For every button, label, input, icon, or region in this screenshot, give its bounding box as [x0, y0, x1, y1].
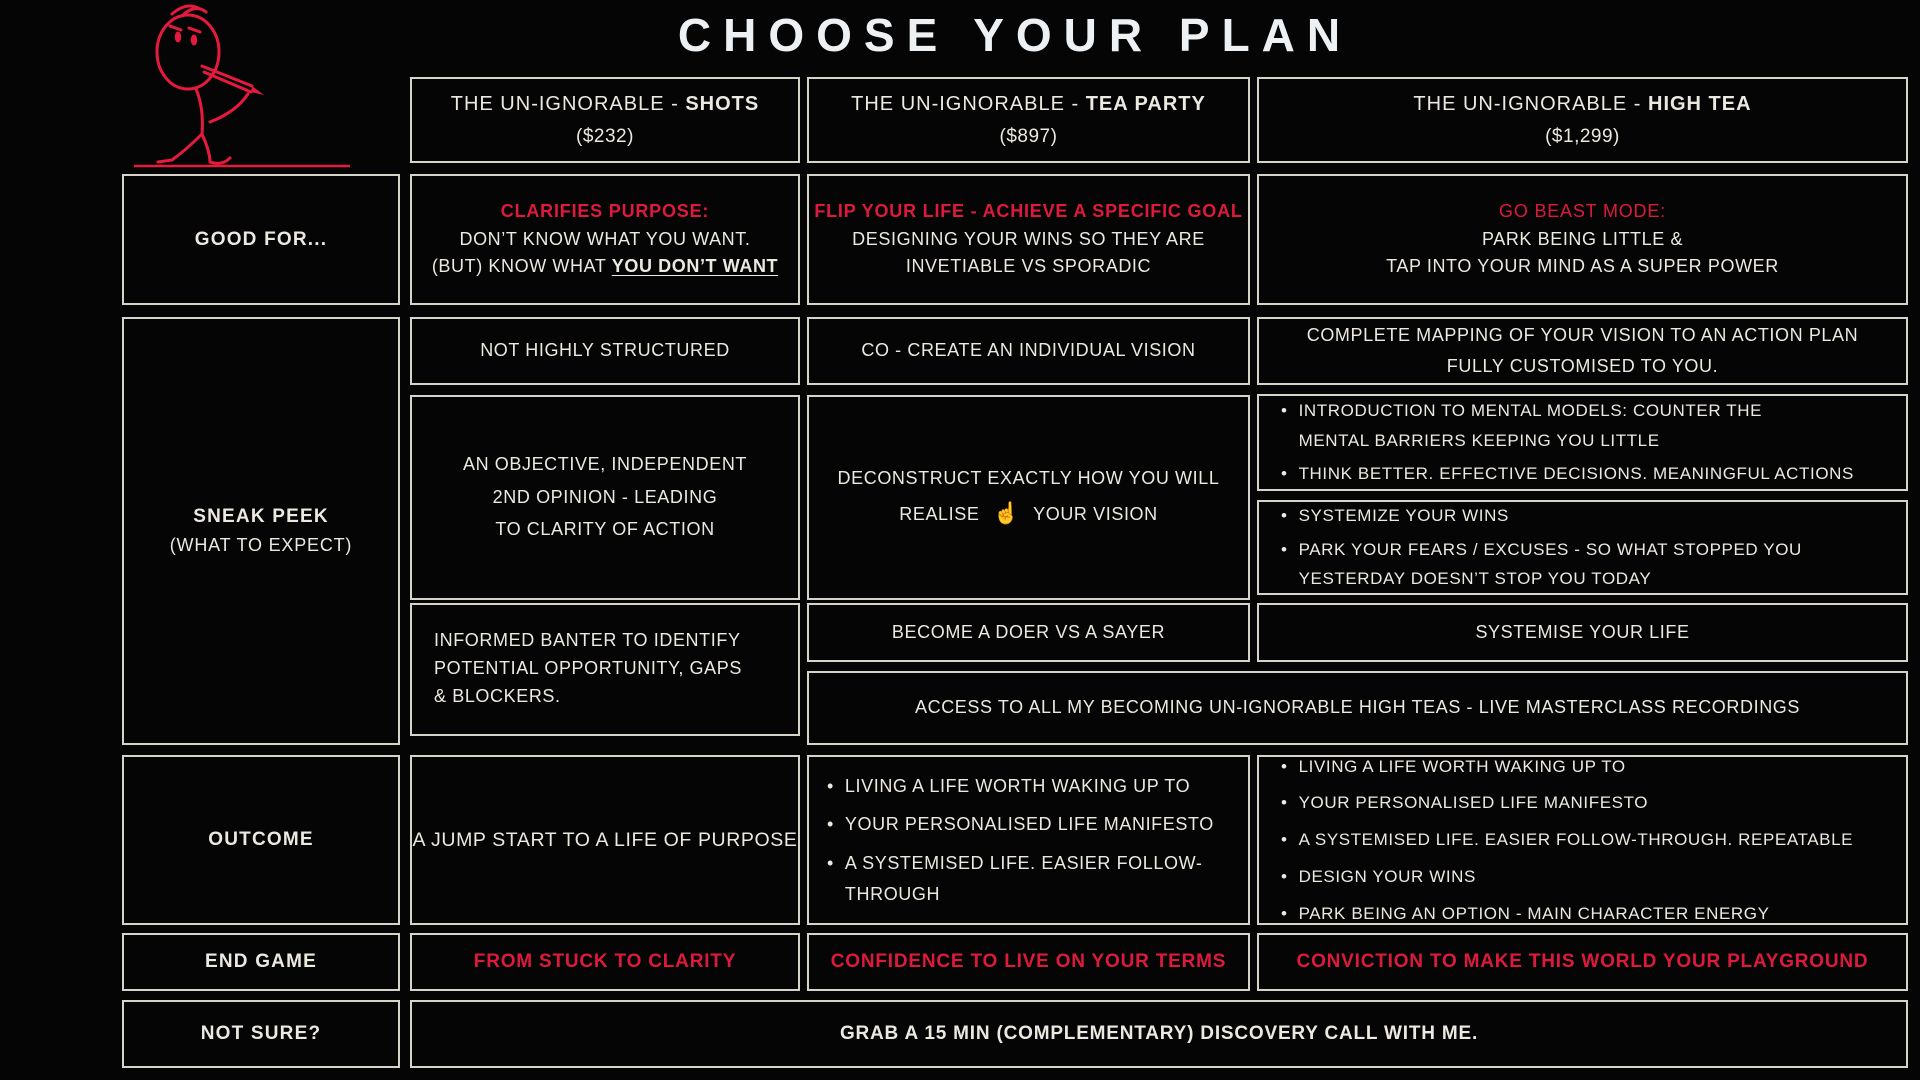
- sneak-line: FULLY CUSTOMISED TO YOU.: [1446, 355, 1719, 376]
- cell-sneak-shots-structure: NOT HIGHLY STRUCTURED: [410, 317, 800, 385]
- plan-prefix: THE UN-IGNORABLE -: [1413, 92, 1648, 115]
- sneak-text: INFORMED BANTER TO IDENTIFY POTENTIAL OPPORTUNITY, GAPS & BLOCKERS.: [434, 630, 742, 706]
- bullet-text: • LIVING A LIFE WORTH WAKING UP TO: [1298, 756, 1626, 776]
- bullet-text: • A SYSTEMISED LIFE. EASIER FOLLOW-THROUGH: [844, 853, 1203, 904]
- thinking-stickman-icon: [128, 0, 380, 170]
- good-for-headline: GO BEAST MODE:: [1499, 200, 1666, 221]
- cell-sneak-high-tea-systemize: [1257, 500, 1908, 595]
- bullet-item: [827, 848, 1234, 909]
- bullet-item: [1281, 752, 1626, 782]
- bullet-item: [827, 771, 1190, 802]
- cell-good-for-shots: [410, 174, 800, 305]
- cell-not-sure-cta[interactable]: GRAB A 15 MIN (COMPLEMENTARY) DISCOVERY CALL WITH ME.: [410, 1000, 1908, 1068]
- underlined-text: YOU DON’T WANT: [611, 256, 779, 277]
- bullet-text: • PARK BEING AN OPTION - MAIN CHARACTER ENERGY: [1298, 903, 1770, 923]
- cell-end-game-shots: FROM STUCK TO CLARITY: [410, 933, 800, 991]
- bullet-text: • PARK YOUR FEARS / EXCUSES - SO WHAT STOPPED YOU YESTERDAY DOESN’T STOP YOU TODAY: [1298, 539, 1802, 589]
- plan-name: HIGH TEA: [1648, 92, 1752, 115]
- cell-sneak-shots-banter: [410, 603, 800, 736]
- page-title: CHOOSE YOUR PLAN: [677, 9, 1353, 61]
- plan-prefix: THE UN-IGNORABLE -: [851, 92, 1086, 115]
- cell-sneak-shots-opinion: [410, 395, 800, 600]
- good-for-headline: FLIP YOUR LIFE - ACHIEVE A SPECIFIC GOAL: [814, 200, 1243, 221]
- row-label-end-game: END GAME: [122, 933, 400, 991]
- bullet-item: [1281, 899, 1770, 929]
- line-prefix: (BUT) KNOW WHAT: [431, 256, 612, 277]
- bullet-text: • THINK BETTER. EFFECTIVE DECISIONS. MEANINGFUL ACTIONS: [1298, 464, 1854, 484]
- sneak-peek-label: SNEAK PEEK: [193, 506, 329, 528]
- cell-outcome-tea-party: [807, 755, 1250, 925]
- bullet-text: • YOUR PERSONALISED LIFE MANIFESTO: [1298, 793, 1649, 813]
- cell-good-for-high-tea: [1257, 174, 1908, 305]
- sneak-line: 2ND OPINION - LEADING: [492, 486, 718, 507]
- cell-sneak-high-tea-mental-models: [1257, 394, 1908, 491]
- plan-header-high-tea[interactable]: [1257, 77, 1908, 163]
- sneak-line: AN OBJECTIVE, INDEPENDENT: [462, 453, 748, 474]
- bullet-item: [1281, 825, 1853, 855]
- cell-sneak-tea-party-covision: CO - CREATE AN INDIVIDUAL VISION: [807, 317, 1250, 385]
- plan-price-tea-party: ($897): [999, 125, 1058, 147]
- bullet-text: • A SYSTEMISED LIFE. EASIER FOLLOW-THROUGH. REPEATABLE: [1298, 830, 1854, 850]
- sneak-line: TO CLARITY OF ACTION: [495, 519, 715, 540]
- bullet-text: • INTRODUCTION TO MENTAL MODELS: COUNTER THE MENTAL BARRIERS KEEPING YOU LITTLE: [1298, 400, 1763, 450]
- bullet-item: [1281, 459, 1854, 489]
- bullet-item: [827, 809, 1214, 840]
- sneak-line: [899, 498, 1158, 531]
- good-for-line: [432, 253, 778, 281]
- plan-header-shots[interactable]: [410, 77, 800, 163]
- sneak-line-after: YOUR VISION: [1033, 503, 1158, 524]
- sneak-peek-sublabel: (WHAT TO EXPECT): [169, 534, 353, 555]
- cell-end-game-tea-party: CONFIDENCE TO LIVE ON YOUR TERMS: [807, 933, 1250, 991]
- bullet-text: • DESIGN YOUR WINS: [1298, 866, 1476, 886]
- row-label-not-sure: NOT SURE?: [122, 1000, 400, 1068]
- plan-price-shots: ($232): [576, 125, 634, 147]
- plan-header-tea-party[interactable]: [807, 77, 1250, 163]
- bullet-item: [1281, 862, 1476, 892]
- plan-name: TEA PARTY: [1085, 92, 1206, 115]
- sneak-line: COMPLETE MAPPING OF YOUR VISION TO AN ACTION PLAN: [1306, 324, 1859, 345]
- good-for-line: TAP INTO YOUR MIND AS A SUPER POWER: [1386, 256, 1779, 277]
- cell-end-game-high-tea: CONVICTION TO MAKE THIS WORLD YOUR PLAYGROUND: [1257, 933, 1908, 991]
- row-label-sneak-peek: [122, 317, 400, 745]
- bullet-text: • LIVING A LIFE WORTH WAKING UP TO: [844, 775, 1191, 796]
- good-for-headline: CLARIFIES PURPOSE:: [500, 200, 710, 221]
- plan-title-shots: [451, 87, 759, 121]
- bullet-item: [1281, 501, 1509, 531]
- cell-sneak-tea-party-deconstruct: [807, 395, 1250, 600]
- good-for-line: DON’T KNOW WHAT YOU WANT.: [459, 228, 751, 249]
- good-for-line: PARK BEING LITTLE &: [1481, 228, 1684, 249]
- bullet-item: [1281, 396, 1829, 456]
- sneak-line-before: REALISE: [899, 503, 980, 524]
- plan-name: SHOTS: [685, 92, 760, 115]
- bullet-item: [1281, 535, 1890, 595]
- bullet-text: • YOUR PERSONALISED LIFE MANIFESTO: [844, 814, 1214, 835]
- plan-prefix: THE UN-IGNORABLE -: [450, 92, 686, 115]
- row-label-good-for: GOOD FOR...: [122, 174, 400, 305]
- plan-title-high-tea: [1413, 87, 1751, 121]
- cell-sneak-high-tea-systemise-life: SYSTEMISE YOUR LIFE: [1257, 603, 1908, 662]
- cell-sneak-shared-access: ACCESS TO ALL MY BECOMING UN-IGNORABLE HIGH TEAS - LIVE MASTERCLASS RECORDINGS: [807, 671, 1908, 745]
- row-label-outcome: OUTCOME: [122, 755, 400, 925]
- bullet-item: [1281, 788, 1648, 818]
- pointing-up-icon: ☝: [993, 501, 1020, 525]
- bullet-text: • SYSTEMIZE YOUR WINS: [1298, 505, 1509, 525]
- cell-good-for-tea-party: [807, 174, 1250, 305]
- sneak-line: DECONSTRUCT EXACTLY HOW YOU WILL: [837, 467, 1220, 488]
- cell-sneak-high-tea-mapping: [1257, 317, 1908, 385]
- good-for-line: DESIGNING YOUR WINS SO THEY ARE: [852, 228, 1205, 249]
- plan-price-high-tea: ($1,299): [1545, 125, 1620, 147]
- plan-title-tea-party: [851, 87, 1206, 121]
- good-for-line: INVETIABLE VS SPORADIC: [905, 256, 1152, 277]
- cell-outcome-shots: A JUMP START TO A LIFE OF PURPOSE: [410, 755, 800, 925]
- cell-sneak-tea-party-doer: BECOME A DOER VS A SAYER: [807, 603, 1250, 662]
- cell-outcome-high-tea: [1257, 755, 1908, 925]
